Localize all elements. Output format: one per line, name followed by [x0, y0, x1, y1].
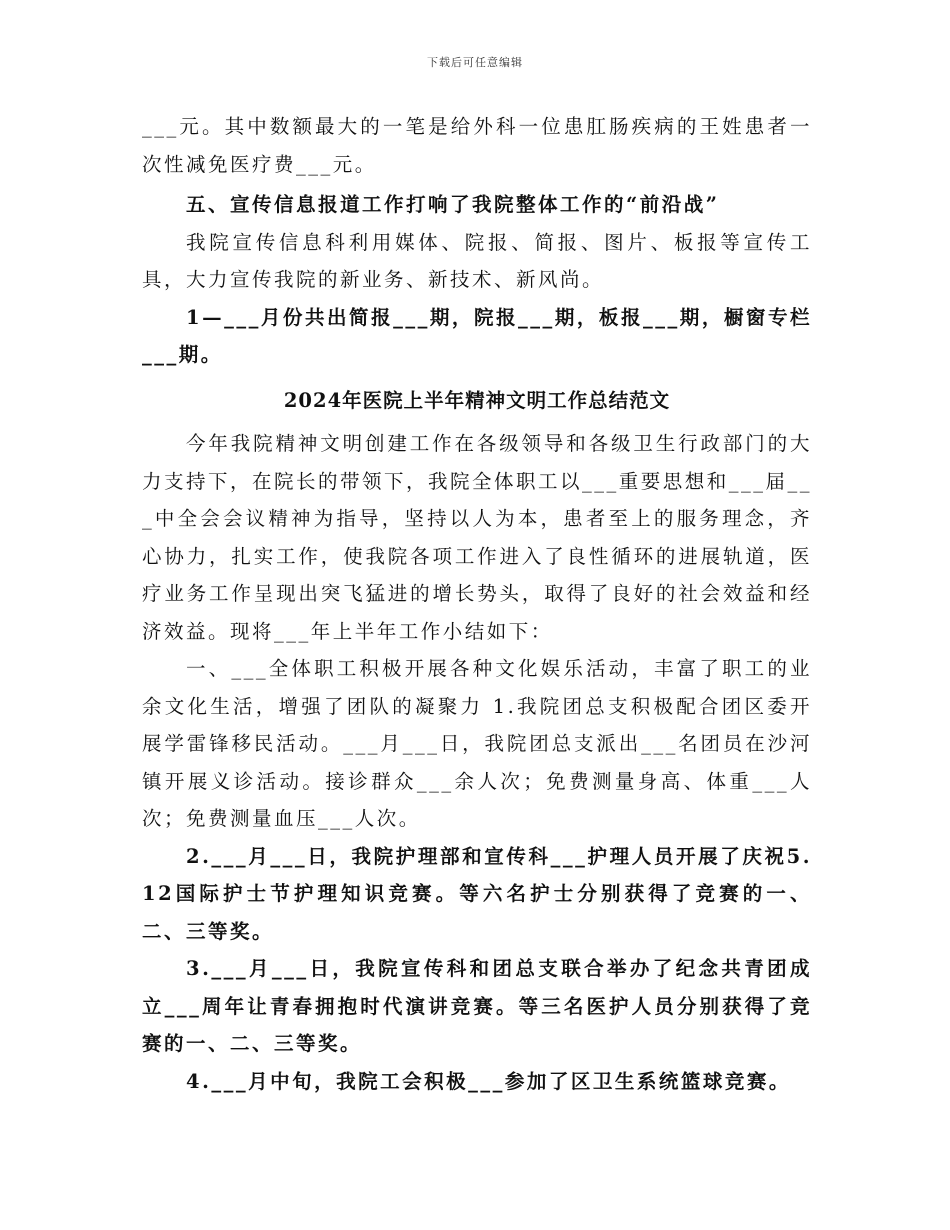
paragraph-item-4: 4.___月中旬，我院工会积极___参加了区卫生系统篮球竞赛。: [186, 1069, 791, 1093]
paragraph-intro: 今年我院精神文明创建工作在各级领导和各级卫生行政部门的大力支持下，在院长的带领下，我院全体职工以___重要思想和___届___中全会会议精神为指导，坚持以人为本，患者至上的服务理念，齐心协力，扎实工作，使我院各项工作进入了良性循环的进展轨道，医疗业务工作呈现出突飞猛进的增长势头，取得了良好的社会效益和经济效益。现将___年上半年工作小结如下：: [142, 432, 813, 643]
paragraph-item-2: 2.___月___日，我院护理部和宣传科___护理人员开展了庆祝5.12国际护士节护理知识竞赛。等六名护士分别获得了竞赛的一、二、三等奖。: [142, 844, 812, 943]
paragraph-relief-amount: ___元。其中数额最大的一笔是给外科一位患肛肠疾病的王姓患者一次性减免医疗费___元。: [142, 115, 812, 176]
document-title: 2024年医院上半年精神文明工作总结范文: [283, 388, 671, 412]
page-header: 下载后可任意编辑: [427, 56, 523, 69]
paragraph-item-3: 3.___月___日，我院宣传科和团总支联合举办了纪念共青团成立___周年让青春拥抱时代演讲竞赛。等三名医护人员分别获得了竞赛的一、二、三等奖。: [142, 957, 812, 1055]
paragraph-publicity: 我院宣传信息科利用媒体、院报、简报、图片、板报等宣传工具，大力宣传我院的新业务、新技术、新风尚。: [142, 230, 812, 291]
paragraph-section-one: 一、___全体职工积极开展各种文化娱乐活动，丰富了职工的业余文化生活，增强了团队的凝聚力 1.我院团总支积极配合团区委开展学雷锋移民活动。___月___日，我院团总支派出___名团员在沙河镇开展义诊活动。接诊群众___余人次；免费测量身高、体重___人次；免费测量血压___人次。: [142, 657, 812, 830]
section-heading-publicity: 五、宣传信息报道工作打响了我院整体工作的“前沿战”: [186, 193, 720, 216]
document-body: [142, 108, 812, 1100]
paragraph-publication-counts: 1—___月份共出简报___期，院报___期，板报___期，橱窗专栏___期。: [142, 305, 812, 366]
